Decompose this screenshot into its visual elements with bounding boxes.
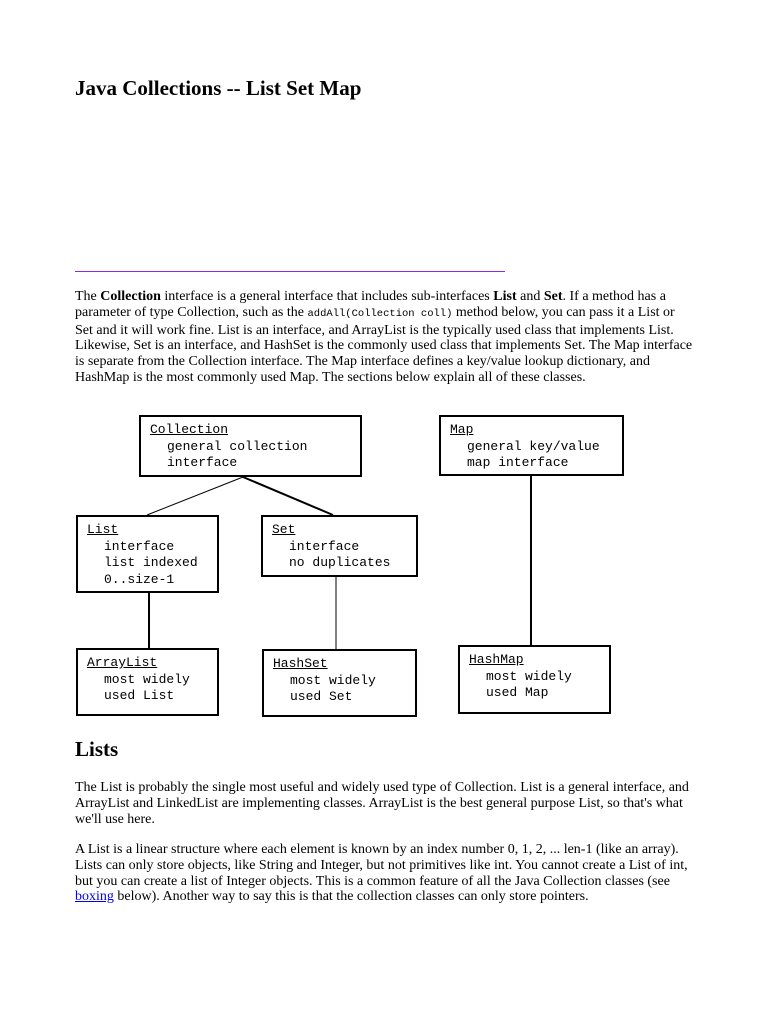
intro-text-4: . If a method has a parameter of type Collection, such as the (75, 289, 666, 320)
collection-box-line: general collection (167, 438, 308, 454)
lists-p2-text-a: A List is a linear structure where each element is known by an index number 0, 1, 2, ... len-1 (like an array). Lists can only store objects, like String and Integer, but not primitives like int. You cannot create a List of int, but you can create a list of Integer objects. This is a common feature of all the Java Collection classes (see (75, 842, 688, 889)
page-title: Java Collections -- List Set Map (75, 76, 362, 100)
arraylist-box-title: ArrayList (87, 655, 158, 670)
intro-bold-set: Set (543, 289, 563, 304)
intro-text-2: interface is a general interface that includes sub-interfaces (160, 289, 494, 304)
hashmap-box-title: HashMap (469, 652, 524, 667)
map-box-line: map interface (467, 455, 569, 470)
hashset-box-title: HashSet (273, 656, 328, 671)
lists-paragraph-1: The List is probably the single most useful and widely used type of Collection. List is a general interface, and ArrayList and LinkedList are implementing classes. ArrayList is the best general purpose List, so that's what we'll use here. (75, 780, 689, 827)
lists-heading: Lists (75, 737, 119, 761)
arraylist-box-line: used List (104, 688, 175, 703)
collection-box-line: interface (167, 455, 238, 470)
list-box-line: list indexed (104, 555, 198, 570)
intro-bold-list: List (493, 289, 517, 304)
collection-box (139, 415, 362, 477)
hashmap-box (458, 645, 611, 714)
arraylist-box (76, 648, 219, 716)
set-box-line: interface (289, 538, 360, 554)
intro-text-1: The (75, 289, 101, 304)
list-box-title: List (87, 522, 119, 537)
map-box (439, 415, 624, 476)
connector-collection-set (243, 477, 333, 515)
hashmap-box-line: used Map (486, 685, 549, 700)
map-box-line: general key/value (467, 438, 600, 454)
connector-collection-list (147, 477, 243, 515)
lists-paragraph-2 (75, 842, 695, 905)
boxing-link[interactable]: boxing (75, 889, 114, 905)
list-box (76, 515, 219, 593)
intro-code-addall: addAll(Collection coll) (307, 307, 453, 320)
intro-text-5: method below, you can pass it a List or Set and it will work fine. List is an interface, and ArrayList is the typically used class that implements List. Likewise, Set is an interface, and HashSet is the commonly used class that implements Set. The Map interface is separate from the Collection interface. The Map interface defines a key/value lookup dictionary, and HashMap is the most commonly used Map. The sections below explain all of these classes. (75, 304, 693, 385)
hashset-box (262, 649, 417, 717)
list-box-line: 0..size-1 (104, 571, 175, 587)
collection-box-title: Collection (150, 422, 229, 437)
set-box-title: Set (272, 522, 296, 537)
hashset-box-line: used Set (290, 689, 353, 704)
map-box-title: Map (450, 422, 474, 437)
hashmap-box-line: most widely (486, 668, 572, 684)
list-box-line: interface (104, 538, 175, 554)
set-box-line: no duplicates (289, 555, 391, 570)
intro-text-3: and (516, 289, 544, 304)
intro-bold-collection: Collection (100, 289, 161, 304)
hashset-box-line: most widely (290, 672, 376, 688)
set-box (261, 515, 418, 577)
arraylist-box-line: most widely (104, 671, 190, 687)
lists-p2-text-b: below). Another way to say this is that the collection classes can only store pointers. (113, 889, 589, 905)
